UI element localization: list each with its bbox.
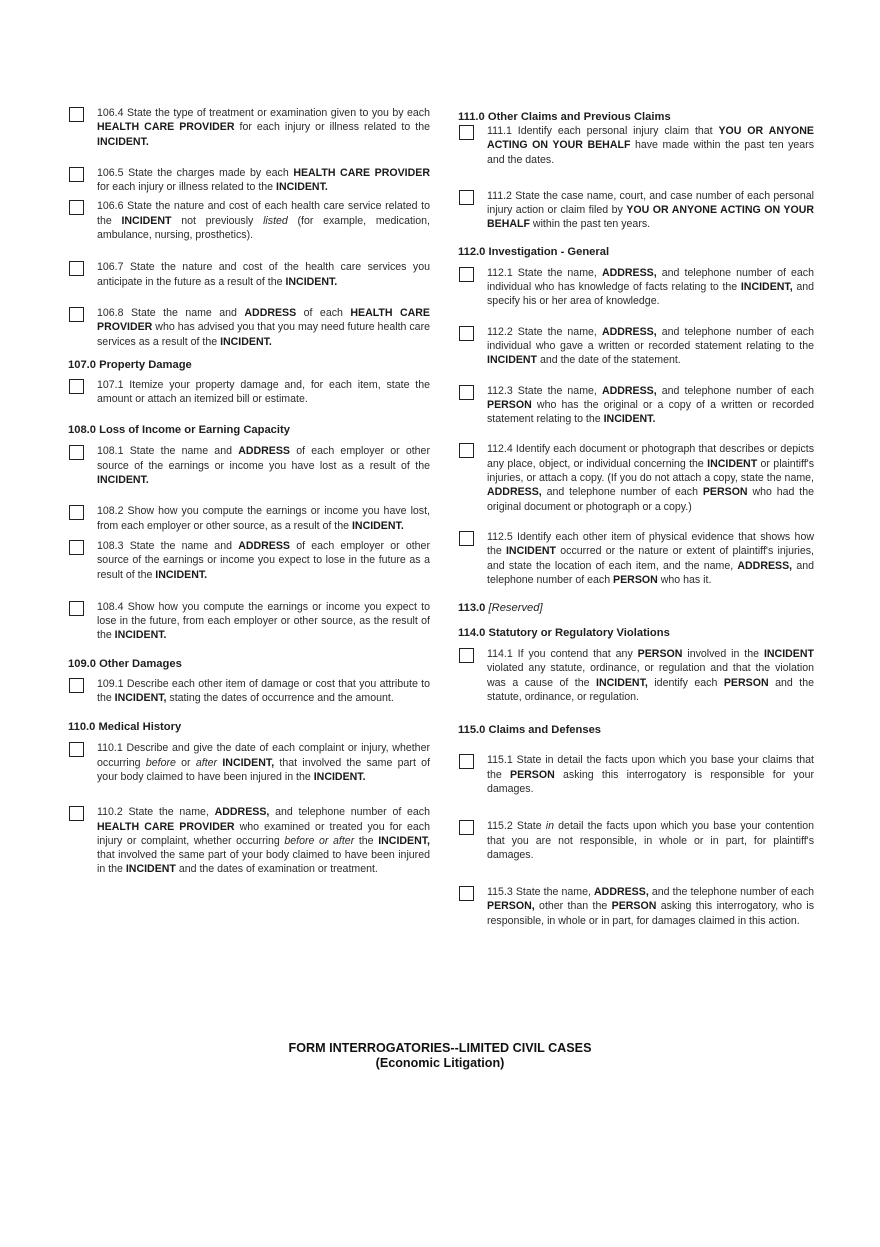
- text-run: asking this interrogatory, who is responsible, in whole or in part, for damages claimed in this action.: [487, 900, 814, 927]
- checkbox-111-1[interactable]: [459, 125, 474, 140]
- interrogatory-text: [97, 678, 430, 704]
- text-run: HEALTH CARE PROVIDER: [293, 166, 430, 179]
- text-run: before: [145, 756, 176, 769]
- text-run: identify each: [647, 676, 724, 689]
- text-run: that involved the same part of your body claimed to have been injured in the: [97, 756, 431, 783]
- text-run: [Reserved]: [488, 602, 543, 615]
- text-run: INCIDENT: [125, 863, 176, 876]
- interrogatory-item-112-3: [458, 384, 814, 427]
- text-run: of each employer or other source of the earnings or income you have lost as a result of the: [97, 445, 430, 472]
- checkbox-109-1[interactable]: [69, 678, 84, 693]
- text-run: for each injury or illness related to the: [97, 181, 277, 194]
- text-run: HEALTH CARE PROVIDER: [97, 121, 235, 134]
- text-run: INCIDENT: [763, 648, 814, 661]
- interrogatory-item-106-4: [68, 106, 430, 149]
- text-run: INCIDENT.: [97, 474, 149, 487]
- checkbox-112-2[interactable]: [459, 326, 474, 341]
- interrogatory-text: [97, 806, 430, 875]
- text-run: 106.7 State the nature and cost of the health care services you anticipate in the future as a result of the: [97, 261, 430, 288]
- section-heading-108-0: 108.0 Loss of Income or Earning Capacity: [68, 424, 290, 437]
- checkbox-110-1[interactable]: [69, 742, 84, 757]
- interrogatory-item-112-1: [458, 266, 814, 309]
- text-run: INCIDENT.: [351, 519, 404, 532]
- text-run: and specify his or her area of knowledge.: [487, 281, 814, 308]
- checkbox-107-1[interactable]: [69, 379, 84, 394]
- text-run: ADDRESS,: [601, 325, 657, 338]
- interrogatory-text: [487, 267, 814, 308]
- text-run: of each: [296, 306, 351, 319]
- checkbox-112-3[interactable]: [459, 385, 474, 400]
- text-run: and the telephone number of each: [648, 886, 815, 899]
- text-run: INCIDENT.: [114, 629, 167, 642]
- interrogatory-text: [97, 200, 430, 241]
- interrogatory-item-106-8: [68, 306, 430, 349]
- text-run: asking this interrogatory is responsible for your damages.: [487, 768, 815, 795]
- text-run: 115.1 State in detail the facts upon which you base your claims that the: [487, 754, 814, 781]
- text-run: 114.1 If you contend that any: [487, 648, 638, 661]
- checkbox-106-5[interactable]: [69, 167, 84, 182]
- checkbox-106-4[interactable]: [69, 107, 84, 122]
- text-run: YOU OR ANYONE ACTING ON YOUR BEHALF: [487, 204, 814, 231]
- interrogatory-text: [97, 261, 430, 287]
- interrogatory-item-109-1: [68, 677, 430, 706]
- text-run: 108.1 State the name and: [97, 445, 239, 458]
- text-run: ADDRESS: [238, 445, 290, 458]
- text-run: ADDRESS: [238, 539, 290, 552]
- checkbox-108-4[interactable]: [69, 601, 84, 616]
- checkbox-106-7[interactable]: [69, 261, 84, 276]
- section-heading-110-0: 110.0 Medical History: [68, 721, 182, 734]
- text-run: and the date of the statement.: [537, 354, 681, 367]
- text-run: 115.2 State: [487, 820, 546, 833]
- interrogatory-item-108-4: [68, 600, 430, 643]
- text-run: (for example, medication, ambulance, nursing, prosthetics).: [97, 214, 431, 242]
- text-run: INCIDENT.: [603, 413, 656, 426]
- text-run: and telephone number of each: [541, 486, 703, 499]
- text-run: PERSON: [613, 573, 658, 586]
- checkbox-112-5[interactable]: [459, 531, 474, 546]
- section-heading-112-0: 112.0 Investigation - General: [458, 245, 610, 258]
- text-run: who examined or treated you for each injury or complaint, whether occurring: [97, 820, 430, 847]
- interrogatory-text: [97, 379, 430, 405]
- text-run: INCIDENT,: [596, 676, 648, 689]
- interrogatory-text: [97, 601, 430, 642]
- checkbox-112-1[interactable]: [459, 267, 474, 282]
- text-run: and telephone number of each: [656, 384, 814, 397]
- checkbox-106-6[interactable]: [69, 200, 84, 215]
- interrogatory-item-108-2: [68, 504, 430, 533]
- interrogatory-item-111-2: [458, 189, 814, 232]
- interrogatory-item-112-4: [458, 442, 814, 513]
- interrogatory-item-107-1: [68, 378, 430, 407]
- interrogatory-text: [487, 443, 814, 512]
- text-run: who has it.: [657, 573, 712, 586]
- interrogatory-text: [487, 385, 814, 426]
- interrogatory-text: [97, 505, 430, 531]
- text-run: 107.1 Itemize your property damage and, for each item, state the amount or attach an itemized bill or estimate.: [97, 378, 430, 406]
- text-run: and telephone number of each individual who has knowledge of facts relating to the: [487, 266, 814, 294]
- text-run: INCIDENT: [121, 214, 172, 227]
- section-heading-113: [458, 601, 814, 615]
- text-run: who had the original document or photograph or a copy.): [487, 486, 814, 513]
- text-run: before or after: [284, 834, 355, 847]
- text-run: 106.5 State the charges made by each: [97, 166, 294, 179]
- checkbox-106-8[interactable]: [69, 307, 84, 322]
- text-run: 108.4 Show how you compute the earnings or income you expect to lose in the future, from each employer or other source, as the result of the: [97, 600, 430, 642]
- interrogatory-item-111-1: [458, 124, 814, 167]
- text-run: ADDRESS: [244, 306, 297, 319]
- text-run: of each employer or other source of the earnings or income you expect to lose in the future as a result of the: [97, 539, 430, 581]
- interrogatory-text: [97, 307, 430, 348]
- text-run: and the dates of examination or treatment.: [175, 863, 378, 876]
- text-run: INCIDENT: [707, 457, 758, 470]
- text-run: 112.2 State the name,: [487, 325, 602, 338]
- text-run: the: [354, 834, 379, 847]
- text-run: HEALTH CARE PROVIDER: [97, 306, 430, 334]
- text-run: and telephone number of each: [269, 806, 430, 819]
- text-run: INCIDENT.: [220, 335, 272, 348]
- interrogatory-text: [97, 107, 430, 148]
- interrogatory-text: [487, 326, 814, 367]
- checkbox-108-2[interactable]: [69, 505, 84, 520]
- text-run: INCIDENT,: [114, 692, 167, 705]
- text-run: INCIDENT: [505, 545, 557, 558]
- checkbox-114-1[interactable]: [459, 648, 474, 663]
- text-run: INCIDENT.: [155, 568, 208, 581]
- text-run: ADDRESS,: [487, 486, 542, 499]
- text-run: ADDRESS,: [214, 806, 270, 819]
- interrogatory-item-106-5: [68, 166, 430, 195]
- interrogatory-item-110-1: [68, 741, 430, 784]
- interrogatory-text: [487, 886, 814, 927]
- interrogatory-item-115-1: [458, 753, 814, 796]
- checkbox-115-1[interactable]: [459, 754, 474, 769]
- text-run: in: [545, 820, 555, 833]
- left-column: [68, 106, 430, 877]
- text-run: PERSON: [637, 648, 683, 661]
- text-run: PERSON: [723, 676, 769, 689]
- text-run: 111.1 Identify each personal injury claim that: [487, 125, 719, 137]
- form-footer: [0, 1041, 880, 1071]
- text-run: INCIDENT,: [222, 756, 275, 769]
- section-heading-115-0: 115.0 Claims and Defenses: [458, 724, 602, 737]
- section-heading-114-0: 114.0 Statutory or Regulatory Violations: [458, 627, 670, 640]
- text-run: stating the dates of occurrence and the amount.: [166, 692, 394, 705]
- text-run: for each injury or illness related to the: [234, 121, 430, 134]
- interrogatory-item-115-2: [458, 819, 814, 862]
- text-run: PERSON: [611, 900, 657, 913]
- text-run: PERSON: [510, 768, 555, 781]
- interrogatory-item-110-2: [68, 805, 430, 876]
- interrogatory-text: [487, 820, 814, 861]
- text-run: and telephone number of each individual who gave a written or recorded statement relating to the: [487, 325, 814, 352]
- interrogatory-text: [487, 125, 814, 166]
- text-run: ADDRESS,: [594, 886, 649, 899]
- text-run: INCIDENT,: [378, 834, 430, 847]
- interrogatory-item-106-6: [68, 199, 430, 242]
- text-run: 106.4 State the type of treatment or examination given to you by each: [97, 107, 430, 119]
- text-run: detail the facts upon which you base your contention that you are not responsible, in whole or in part, for plaintiff's damages.: [487, 820, 814, 861]
- text-run: 112.5 Identify each other item of physical evidence that shows how the: [487, 530, 814, 558]
- text-run: or: [175, 756, 196, 769]
- interrogatory-text: [97, 445, 430, 486]
- checkbox-108-3[interactable]: [69, 540, 84, 555]
- interrogatory-item-108-3: [68, 539, 430, 582]
- checkbox-111-2[interactable]: [459, 190, 474, 205]
- text-run: 110.2 State the name,: [97, 806, 215, 819]
- text-run: INCIDENT.: [285, 275, 338, 288]
- text-run: PERSON: [702, 486, 748, 499]
- text-run: ADDRESS,: [601, 384, 657, 397]
- text-run: involved in the: [682, 648, 764, 661]
- text-run: 108.2 Show how you compute the earnings or income you have lost, from each employer or other source, as a result of the: [97, 505, 430, 532]
- text-run: 112.1 State the name,: [487, 266, 602, 279]
- interrogatory-item-115-3: [458, 885, 814, 928]
- text-run: INCIDENT.: [97, 135, 149, 148]
- text-run: INCIDENT: [487, 354, 538, 367]
- text-run: HEALTH CARE PROVIDER: [97, 820, 235, 833]
- checkbox-115-3[interactable]: [459, 886, 474, 901]
- text-run: 112.3 State the name,: [487, 384, 602, 397]
- interrogatory-item-112-5: [458, 530, 814, 587]
- text-run: 113.0: [458, 602, 489, 615]
- text-run: ADDRESS,: [737, 559, 793, 572]
- text-run: other than the: [534, 900, 612, 913]
- text-run: listed: [263, 214, 288, 227]
- text-run: that involved the same part of your body claimed to have been injured in the: [97, 849, 430, 876]
- interrogatory-text: [97, 742, 430, 783]
- interrogatory-item-112-2: [458, 325, 814, 368]
- section-heading-107-0: 107.0 Property Damage: [68, 358, 192, 371]
- text-run: have made within the past ten years and the dates.: [487, 139, 815, 166]
- interrogatory-text: [487, 754, 814, 795]
- form-subtitle: (Economic Litigation): [375, 1056, 505, 1070]
- text-run: who has advised you that you may need future health care services as a result of the: [97, 321, 430, 348]
- text-run: INCIDENT,: [740, 281, 793, 294]
- text-run: 111.2 State the case name, court, and case number of each personal injury action or claim filed by: [487, 189, 814, 217]
- interrogatory-text: [487, 190, 814, 231]
- text-run: violated any statute, ordinance, or regulation and that the violation was a cause of the: [487, 662, 814, 689]
- text-run: ADDRESS,: [601, 266, 657, 279]
- text-run: INCIDENT.: [276, 181, 328, 194]
- text-run: not previously: [171, 214, 264, 227]
- text-run: 110.1 Describe and give the date of each complaint or injury, whether occurring: [97, 742, 430, 769]
- text-run: 112.4 Identify each document or photograph that describes or depicts any place, object, or individual concerning the: [487, 443, 814, 470]
- checkbox-108-1[interactable]: [69, 445, 84, 460]
- text-run: PERSON,: [487, 900, 535, 913]
- text-run: within the past ten years.: [529, 218, 651, 231]
- text-run: PERSON: [487, 398, 532, 411]
- text-run: who has the original or a copy of a written or recorded statement relating to the: [487, 398, 814, 426]
- interrogatory-text: [97, 540, 430, 581]
- text-run: after: [195, 756, 218, 769]
- right-column: [458, 106, 814, 928]
- text-run: and the statute, ordinance, or regulation.: [487, 676, 814, 704]
- checkbox-110-2[interactable]: [69, 806, 84, 821]
- section-heading-109-0: 109.0 Other Damages: [68, 657, 182, 670]
- interrogatory-text: [487, 648, 814, 703]
- interrogatory-item-108-1: [68, 444, 430, 487]
- interrogatory-text: [97, 167, 430, 193]
- checkbox-112-4[interactable]: [459, 443, 474, 458]
- text-run: or plaintiff's injuries, or attach a copy. (If you do not attach a copy, state the name,: [487, 457, 814, 485]
- text-run: 115.3 State the name,: [487, 886, 595, 899]
- text-run: 109.1 Describe each other item of damage or cost that you attribute to the: [97, 677, 430, 705]
- text-run: occurred or the nature or extent of plaintiff's injuries, and state the location of each item, and the name,: [487, 545, 815, 572]
- text-run: INCIDENT.: [313, 770, 366, 783]
- text-run: 106.8 State the name and: [97, 306, 245, 319]
- form-title: FORM INTERROGATORIES--LIMITED CIVIL CASES: [288, 1041, 592, 1055]
- checkbox-115-2[interactable]: [459, 820, 474, 835]
- text-run: 108.3 State the name and: [97, 539, 239, 552]
- interrogatory-item-106-7: [68, 260, 430, 289]
- interrogatory-item-114-1: [458, 647, 814, 704]
- interrogatory-text: [487, 531, 814, 586]
- text-run: and telephone number of each: [487, 559, 814, 586]
- text-run: YOU OR ANYONE ACTING ON YOUR BEHALF: [487, 125, 814, 152]
- text-run: 106.6 State the nature and cost of each health care service related to the: [97, 200, 430, 227]
- section-heading-111-0: 111.0 Other Claims and Previous Claims: [458, 111, 671, 123]
